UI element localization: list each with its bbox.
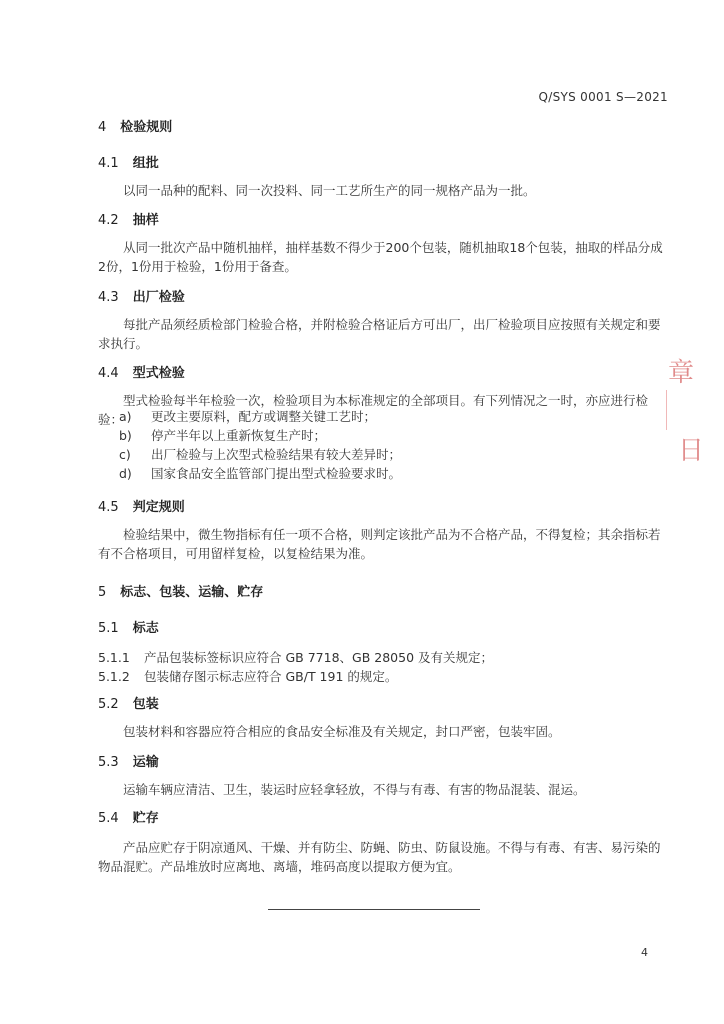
section-4-5-text: 检验结果中，微生物指标有任一项不合格，则判定该批产品为不合格产品，不得复检；其余指标若有不合格项目，可用留样复检，以复检结果为准。 — [98, 527, 661, 561]
section-title: 检验规则 — [120, 120, 173, 135]
list-marker: c) — [119, 447, 131, 462]
list-item — [119, 407, 401, 426]
section-title: 组批 — [132, 156, 159, 171]
list-marker: a) — [119, 409, 132, 424]
list-marker: d) — [119, 466, 132, 481]
section-number: 4.1 — [98, 156, 119, 171]
section-title: 包装 — [132, 697, 159, 712]
section-5-heading — [98, 581, 263, 600]
section-4-5-heading — [98, 496, 185, 515]
section-number: 5.3 — [98, 755, 119, 770]
section-number: 5 — [98, 585, 107, 600]
section-title: 型式检验 — [132, 366, 185, 381]
subclause-number: 5.1.2 — [98, 669, 130, 684]
document-id: Q/SYS 0001 S—2021 — [538, 90, 668, 104]
section-4-2-text: 从同一批次产品中随机抽样，抽样基数不得少于200个包装，随机抽取18个包装，抽取的样品分成2份，1份用于检验，1份用于备查。 — [98, 240, 663, 274]
section-title: 抽样 — [132, 213, 159, 228]
section-5-3-heading — [98, 751, 159, 770]
subclause-5-1-1 — [98, 648, 493, 666]
section-4-4-heading — [98, 362, 185, 381]
section-4-4-text: 型式检验每半年检验一次，检验项目为本标准规定的全部项目。有下列情况之一时，亦应进行检验： — [98, 393, 649, 427]
section-title: 贮存 — [132, 811, 159, 826]
list-item-text: 出厂检验与上次型式检验结果有较大差异时； — [151, 447, 402, 462]
section-title: 出厂检验 — [132, 290, 185, 305]
list-marker: b) — [119, 428, 132, 443]
section-4-1-text: 以同一品种的配料、同一次投料、同一工艺所生产的同一规格产品为一批。 — [123, 183, 536, 198]
section-5-2-heading — [98, 693, 159, 712]
section-number: 4 — [98, 120, 107, 135]
section-title: 标志 — [132, 621, 159, 636]
list-item — [119, 445, 401, 464]
section-5-1-heading — [98, 617, 159, 636]
section-number: 5.1 — [98, 621, 119, 636]
subclause-text: 包装储存图示标志应符合 GB/T 191 的规定。 — [144, 669, 398, 684]
section-number: 4.2 — [98, 213, 119, 228]
subclause-text: 产品包装标签标识应符合 GB 7718、GB 28050 及有关规定； — [144, 650, 493, 665]
seal-character: 章 — [668, 358, 695, 388]
section-title: 标志、包装、运输、贮存 — [120, 585, 264, 600]
subclause-number: 5.1.1 — [98, 650, 130, 665]
section-4-3-heading — [98, 286, 185, 305]
inspection-conditions-list — [119, 407, 401, 483]
page-number: 4 — [641, 946, 648, 959]
seal-border — [666, 390, 681, 430]
section-5-4-heading — [98, 807, 159, 826]
section-5-4-text: 产品应贮存于阴凉通风、干燥、并有防尘、防蝇、防虫、防鼠设施。不得与有毒、有害、易污染的物品混贮。产品堆放时应离地、离墙，堆码高度以提取方便为宜。 — [98, 840, 661, 874]
seal-stamp-fragment — [666, 352, 710, 476]
section-number: 4.3 — [98, 290, 119, 305]
list-item-text: 更改主要原料，配方或调整关键工艺时； — [151, 409, 377, 424]
section-title: 判定规则 — [132, 500, 185, 515]
section-number: 5.4 — [98, 811, 119, 826]
section-4-heading — [98, 116, 172, 135]
section-number: 5.2 — [98, 697, 119, 712]
list-item-text: 国家食品安全监管部门提出型式检验要求时。 — [151, 466, 402, 481]
list-item — [119, 464, 401, 483]
section-4-2-heading — [98, 209, 159, 228]
seal-character: 日 — [678, 436, 705, 466]
section-5-2-text: 包装材料和容器应符合相应的食品安全标准及有关规定，封口严密，包装牢固。 — [123, 724, 561, 739]
section-number: 4.4 — [98, 366, 119, 381]
subclause-5-1-2 — [98, 667, 397, 685]
list-item-text: 停产半年以上重新恢复生产时； — [151, 428, 327, 443]
section-title: 运输 — [132, 755, 159, 770]
section-4-1-heading — [98, 152, 159, 171]
section-4-3-text: 每批产品须经质检部门检验合格，并附检验合格证后方可出厂，出厂检验项目应按照有关规定和要求执行。 — [98, 317, 661, 351]
end-of-text-rule — [268, 909, 480, 910]
list-item — [119, 426, 401, 445]
section-5-3-text: 运输车辆应清洁、卫生，装运时应轻拿轻放，不得与有毒、有害的物品混装、混运。 — [123, 782, 586, 797]
section-number: 4.5 — [98, 500, 119, 515]
